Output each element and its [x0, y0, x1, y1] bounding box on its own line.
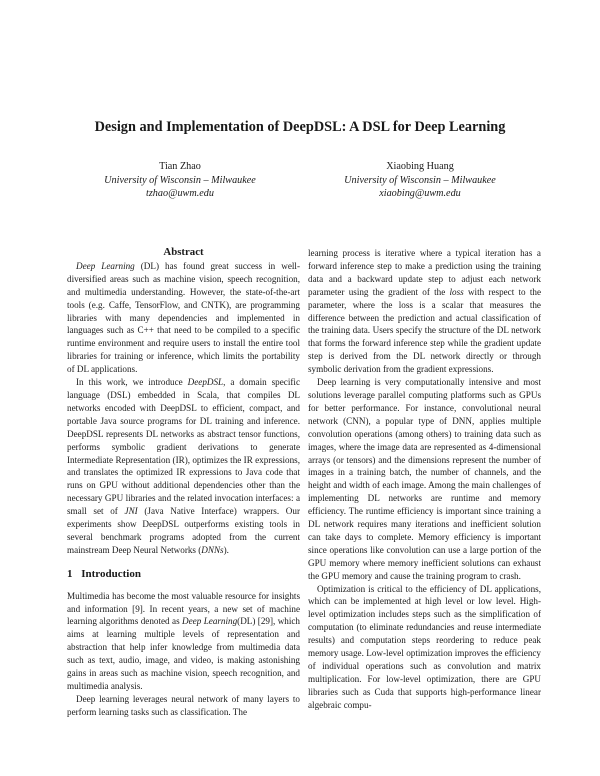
text-run: (DL) has found great success in well-diversified areas such as machine vision, speech recognition, and multimedia understanding. However, the state-of-the-art tools (e.g. Caffe, TensorFlow, and CNTK), are programming libraries with many dependencies and implemented in languages such as C++ that need to be compiled to a specific runtime environment and require users to install the entire tool libraries for training or inference, which limits the portability of DL applications. [67, 260, 300, 375]
section-heading-introduction: 1 Introduction [67, 567, 141, 580]
body-paragraph-3: Optimization is critical to the efficiency of DL applications, which can be implemented at high level or low level. High-level optimization includes steps such as the simplification of computation (to eliminate redundancies and reuse intermediate results) and computation steps reordering to reduce peak memory usage. Low-level optimization improves the efficiency of individual operations such as convolution and matrix multiplication. For low-level optimization, there are GPU libraries such as Cuda that supports high-performance linear algebraic compu- [308, 583, 541, 710]
abstract-paragraph-1 [67, 260, 300, 376]
abstract-paragraph-2 [67, 376, 300, 557]
paper-title: Design and Implementation of DeepDSL: A DSL for Deep Learning [94, 119, 506, 135]
emphasis: DNNs [201, 544, 224, 555]
author-affiliation: University of Wisconsin – Milwaukee [344, 174, 496, 186]
text-run: In this work, we introduce [76, 377, 188, 388]
right-column [308, 247, 541, 712]
text-run: (Java Native Interface) wrappers. Our experiments show DeepDSL outperforms existing tools in several benchmark programs adopted from the current mainstream Deep Neural Networks ( [67, 506, 300, 555]
emphasis: DeepDSL [187, 377, 224, 388]
emphasis: Deep Learning [182, 616, 238, 627]
text-run: with respect to the parameter, where the loss is a scalar that measures the difference between the prediction and actual classification of the training data. Users specify the structure of the DL network that forms the forward inference step while the gradient update step is derived from the DL network directly or through symbolic derivation from the gradient expressions. [308, 286, 541, 375]
text-run: , a domain specific language (DSL) embedded in Scala, that compiles DL networks encoded with DeepDSL to efficient, compact, and portable Java source programs for DL training and inference. DeepDSL represents DL networks as abstract tensor functions, performs symbolic gradient derivations to generate Intermediate Representation (IR), optimizes the IR expressions, and translates the optimized IR expressions to Java code that runs on GPU without additional dependencies other than the necessary GPU libraries and the related invocation interfaces: a small set of [67, 377, 301, 517]
emphasis: JNI [124, 506, 138, 517]
abstract-heading: Abstract [163, 246, 204, 258]
author-block [300, 160, 540, 201]
text-run: ). [223, 544, 229, 555]
author-email: xiaobing@uwm.edu [379, 188, 461, 200]
body-paragraph-2: Deep learning is very computationally intensive and most solutions leverage parallel computing platforms such as GPUs for better performance. For instance, convolutional neural network (CNN), a popular type of DNN, applies multiple convolution operations (among others) to training data such as images, where the image data are represented as 4-dimensional arrays (or tensors) and the dimensions represent the number of images in a training batch, the number of channels, and the height and width of each image. Among the main challenges of implementing DL networks are runtime and memory efficiency. The runtime efficiency is important since training a DL network requires many iterations and inefficient solution can take days to complete. Memory efficiency is important since operations like convolution can use a large portion of the GPU memory where memory inefficient solutions can exhaust the GPU memory and cause the training program to crash. [308, 377, 541, 581]
left-column [67, 246, 300, 719]
text-run: Multimedia has become the most valuable resource for insights and information [9]. In recent years, a new set of machine learning algorithms denoted as [67, 590, 300, 627]
body-paragraph-1 [308, 247, 541, 376]
emphasis: Deep Learning [76, 260, 135, 271]
text-run: learning process is iterative where a typical iteration has a forward inference step to make a prediction using the training data and a backward update step to adjust each network parameter using the gradient of the [308, 248, 541, 297]
author-affiliation: University of Wisconsin – Milwaukee [104, 174, 256, 186]
text-run: (DL) [29], which aims at learning multiple levels of representation and abstraction that help infer knowledge from multimedia data such as text, audio, image, and video, is making astonishing gains in areas such as machine vision, speech recognition, and multimedia analysis. [67, 616, 300, 691]
author-email: tzhao@uwm.edu [146, 188, 214, 200]
author-name: Tian Zhao [159, 161, 201, 172]
author-name: Xiaobing Huang [386, 161, 454, 172]
intro-paragraph-1 [67, 590, 300, 693]
author-block [60, 160, 300, 201]
emphasis: loss [449, 286, 464, 297]
intro-paragraph-2: Deep learning leverages neural network of many layers to perform learning tasks such as classification. The [67, 693, 300, 717]
